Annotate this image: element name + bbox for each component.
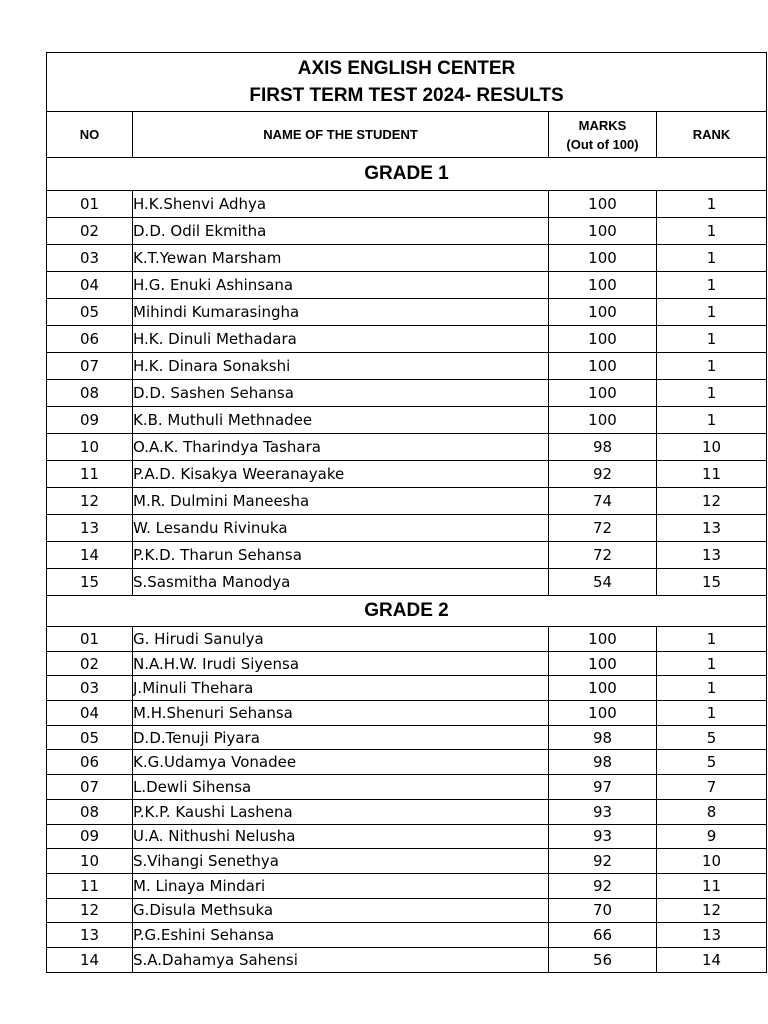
cell-marks: 100 bbox=[549, 676, 657, 701]
cell-rank: 1 bbox=[657, 326, 767, 353]
cell-student-name: H.K. Dinara Sonakshi bbox=[133, 353, 549, 380]
cell-no: 08 bbox=[47, 799, 133, 824]
cell-student-name: W. Lesandu Rivinuka bbox=[133, 515, 549, 542]
cell-student-name: P.K.D. Tharun Sehansa bbox=[133, 542, 549, 569]
cell-marks: 92 bbox=[549, 461, 657, 488]
cell-marks: 54 bbox=[549, 569, 657, 596]
cell-marks: 98 bbox=[549, 750, 657, 775]
cell-marks: 72 bbox=[549, 542, 657, 569]
grade-heading: GRADE 1 bbox=[47, 158, 767, 191]
cell-student-name: H.K. Dinuli Methadara bbox=[133, 326, 549, 353]
cell-no: 14 bbox=[47, 947, 133, 972]
cell-student-name: P.G.Eshini Sehansa bbox=[133, 923, 549, 948]
cell-student-name: S.A.Dahamya Sahensi bbox=[133, 947, 549, 972]
cell-marks: 72 bbox=[549, 515, 657, 542]
table-row bbox=[47, 701, 767, 726]
cell-rank: 1 bbox=[657, 353, 767, 380]
cell-student-name: S.Vihangi Senethya bbox=[133, 849, 549, 874]
cell-rank: 5 bbox=[657, 725, 767, 750]
cell-student-name: D.D.Tenuji Piyara bbox=[133, 725, 549, 750]
cell-rank: 14 bbox=[657, 947, 767, 972]
table-row bbox=[47, 775, 767, 800]
cell-student-name: O.A.K. Tharindya Tashara bbox=[133, 434, 549, 461]
cell-marks: 92 bbox=[549, 849, 657, 874]
table-row bbox=[47, 380, 767, 407]
table-row bbox=[47, 824, 767, 849]
cell-rank: 1 bbox=[657, 272, 767, 299]
cell-rank: 7 bbox=[657, 775, 767, 800]
cell-rank: 5 bbox=[657, 750, 767, 775]
cell-student-name: H.K.Shenvi Adhya bbox=[133, 191, 549, 218]
cell-rank: 8 bbox=[657, 799, 767, 824]
cell-marks: 97 bbox=[549, 775, 657, 800]
cell-rank: 10 bbox=[657, 849, 767, 874]
cell-rank: 13 bbox=[657, 515, 767, 542]
cell-marks: 100 bbox=[549, 299, 657, 326]
document-title bbox=[47, 53, 767, 112]
table-row bbox=[47, 947, 767, 972]
cell-no: 13 bbox=[47, 923, 133, 948]
grade-section bbox=[47, 596, 767, 973]
table-row bbox=[47, 218, 767, 245]
cell-rank: 1 bbox=[657, 676, 767, 701]
grade-heading-row bbox=[47, 158, 767, 191]
cell-rank: 1 bbox=[657, 627, 767, 652]
cell-student-name: U.A. Nithushi Nelusha bbox=[133, 824, 549, 849]
cell-rank: 10 bbox=[657, 434, 767, 461]
table-row bbox=[47, 750, 767, 775]
cell-rank: 1 bbox=[657, 651, 767, 676]
cell-marks: 100 bbox=[549, 353, 657, 380]
grade-section bbox=[47, 158, 767, 596]
cell-marks: 100 bbox=[549, 701, 657, 726]
table-row bbox=[47, 725, 767, 750]
cell-marks: 56 bbox=[549, 947, 657, 972]
cell-no: 14 bbox=[47, 542, 133, 569]
cell-no: 01 bbox=[47, 627, 133, 652]
grade-heading: GRADE 2 bbox=[47, 596, 767, 627]
table-row bbox=[47, 353, 767, 380]
cell-no: 04 bbox=[47, 272, 133, 299]
cell-marks: 100 bbox=[549, 380, 657, 407]
table-row bbox=[47, 898, 767, 923]
cell-student-name: G.Disula Methsuka bbox=[133, 898, 549, 923]
cell-student-name: Mihindi Kumarasingha bbox=[133, 299, 549, 326]
cell-marks: 70 bbox=[549, 898, 657, 923]
cell-no: 01 bbox=[47, 191, 133, 218]
cell-rank: 1 bbox=[657, 380, 767, 407]
table-row bbox=[47, 191, 767, 218]
title-line-1: AXIS ENGLISH CENTER bbox=[297, 58, 516, 79]
table-row bbox=[47, 873, 767, 898]
header-marks bbox=[549, 112, 657, 158]
cell-marks: 74 bbox=[549, 488, 657, 515]
table-row bbox=[47, 923, 767, 948]
cell-no: 10 bbox=[47, 434, 133, 461]
cell-no: 05 bbox=[47, 299, 133, 326]
table-row bbox=[47, 407, 767, 434]
cell-marks: 100 bbox=[549, 407, 657, 434]
table-row bbox=[47, 627, 767, 652]
header-rank: RANK bbox=[657, 112, 767, 158]
cell-student-name: S.Sasmitha Manodya bbox=[133, 569, 549, 596]
cell-student-name: M. Linaya Mindari bbox=[133, 873, 549, 898]
table-row bbox=[47, 542, 767, 569]
cell-student-name: K.B. Muthuli Methnadee bbox=[133, 407, 549, 434]
cell-no: 04 bbox=[47, 701, 133, 726]
cell-marks: 93 bbox=[549, 824, 657, 849]
cell-student-name: H.G. Enuki Ashinsana bbox=[133, 272, 549, 299]
table-row bbox=[47, 326, 767, 353]
cell-no: 12 bbox=[47, 488, 133, 515]
cell-student-name: N.A.H.W. Irudi Siyensa bbox=[133, 651, 549, 676]
title-row bbox=[47, 53, 767, 112]
cell-no: 06 bbox=[47, 750, 133, 775]
cell-student-name: M.H.Shenuri Sehansa bbox=[133, 701, 549, 726]
cell-rank: 1 bbox=[657, 191, 767, 218]
cell-student-name: G. Hirudi Sanulya bbox=[133, 627, 549, 652]
cell-student-name: K.G.Udamya Vonadee bbox=[133, 750, 549, 775]
cell-student-name: P.K.P. Kaushi Lashena bbox=[133, 799, 549, 824]
cell-rank: 15 bbox=[657, 569, 767, 596]
cell-no: 02 bbox=[47, 651, 133, 676]
table-row bbox=[47, 434, 767, 461]
cell-no: 15 bbox=[47, 569, 133, 596]
cell-student-name: K.T.Yewan Marsham bbox=[133, 245, 549, 272]
cell-marks: 100 bbox=[549, 326, 657, 353]
cell-no: 06 bbox=[47, 326, 133, 353]
cell-no: 07 bbox=[47, 775, 133, 800]
header-no: NO bbox=[47, 112, 133, 158]
cell-marks: 100 bbox=[549, 245, 657, 272]
cell-no: 10 bbox=[47, 849, 133, 874]
column-header-row bbox=[47, 112, 767, 158]
table-row bbox=[47, 515, 767, 542]
cell-marks: 100 bbox=[549, 218, 657, 245]
cell-marks: 100 bbox=[549, 627, 657, 652]
cell-rank: 9 bbox=[657, 824, 767, 849]
cell-marks: 92 bbox=[549, 873, 657, 898]
cell-no: 11 bbox=[47, 873, 133, 898]
cell-marks: 98 bbox=[549, 434, 657, 461]
cell-rank: 1 bbox=[657, 299, 767, 326]
table-row bbox=[47, 272, 767, 299]
cell-student-name: M.R. Dulmini Maneesha bbox=[133, 488, 549, 515]
grade-heading-row bbox=[47, 596, 767, 627]
table-row bbox=[47, 651, 767, 676]
cell-no: 09 bbox=[47, 824, 133, 849]
cell-marks: 100 bbox=[549, 272, 657, 299]
cell-no: 08 bbox=[47, 380, 133, 407]
title-line-2: FIRST TERM TEST 2024- RESULTS bbox=[249, 85, 564, 106]
cell-marks: 100 bbox=[549, 651, 657, 676]
cell-no: 02 bbox=[47, 218, 133, 245]
cell-rank: 13 bbox=[657, 923, 767, 948]
cell-rank: 1 bbox=[657, 407, 767, 434]
cell-rank: 1 bbox=[657, 218, 767, 245]
cell-rank: 12 bbox=[657, 488, 767, 515]
cell-student-name: J.Minuli Thehara bbox=[133, 676, 549, 701]
header-marks-sub: (Out of 100) bbox=[566, 136, 639, 152]
cell-rank: 13 bbox=[657, 542, 767, 569]
cell-rank: 1 bbox=[657, 245, 767, 272]
cell-no: 05 bbox=[47, 725, 133, 750]
cell-rank: 1 bbox=[657, 701, 767, 726]
table-row bbox=[47, 461, 767, 488]
cell-marks: 93 bbox=[549, 799, 657, 824]
cell-student-name: P.A.D. Kisakya Weeranayake bbox=[133, 461, 549, 488]
header-marks-label: MARKS bbox=[578, 117, 627, 133]
cell-marks: 100 bbox=[549, 191, 657, 218]
cell-student-name: L.Dewli Sihensa bbox=[133, 775, 549, 800]
results-table bbox=[46, 52, 767, 973]
cell-marks: 98 bbox=[549, 725, 657, 750]
cell-marks: 66 bbox=[549, 923, 657, 948]
table-row bbox=[47, 676, 767, 701]
cell-no: 03 bbox=[47, 676, 133, 701]
cell-student-name: D.D. Sashen Sehansa bbox=[133, 380, 549, 407]
table-row bbox=[47, 299, 767, 326]
cell-rank: 12 bbox=[657, 898, 767, 923]
table-row bbox=[47, 488, 767, 515]
cell-no: 07 bbox=[47, 353, 133, 380]
cell-rank: 11 bbox=[657, 873, 767, 898]
table-row bbox=[47, 849, 767, 874]
cell-no: 03 bbox=[47, 245, 133, 272]
table-row bbox=[47, 245, 767, 272]
cell-no: 12 bbox=[47, 898, 133, 923]
cell-student-name: D.D. Odil Ekmitha bbox=[133, 218, 549, 245]
cell-no: 11 bbox=[47, 461, 133, 488]
table-row bbox=[47, 799, 767, 824]
header-name: NAME OF THE STUDENT bbox=[133, 112, 549, 158]
table-row bbox=[47, 569, 767, 596]
cell-rank: 11 bbox=[657, 461, 767, 488]
cell-no: 13 bbox=[47, 515, 133, 542]
cell-no: 09 bbox=[47, 407, 133, 434]
